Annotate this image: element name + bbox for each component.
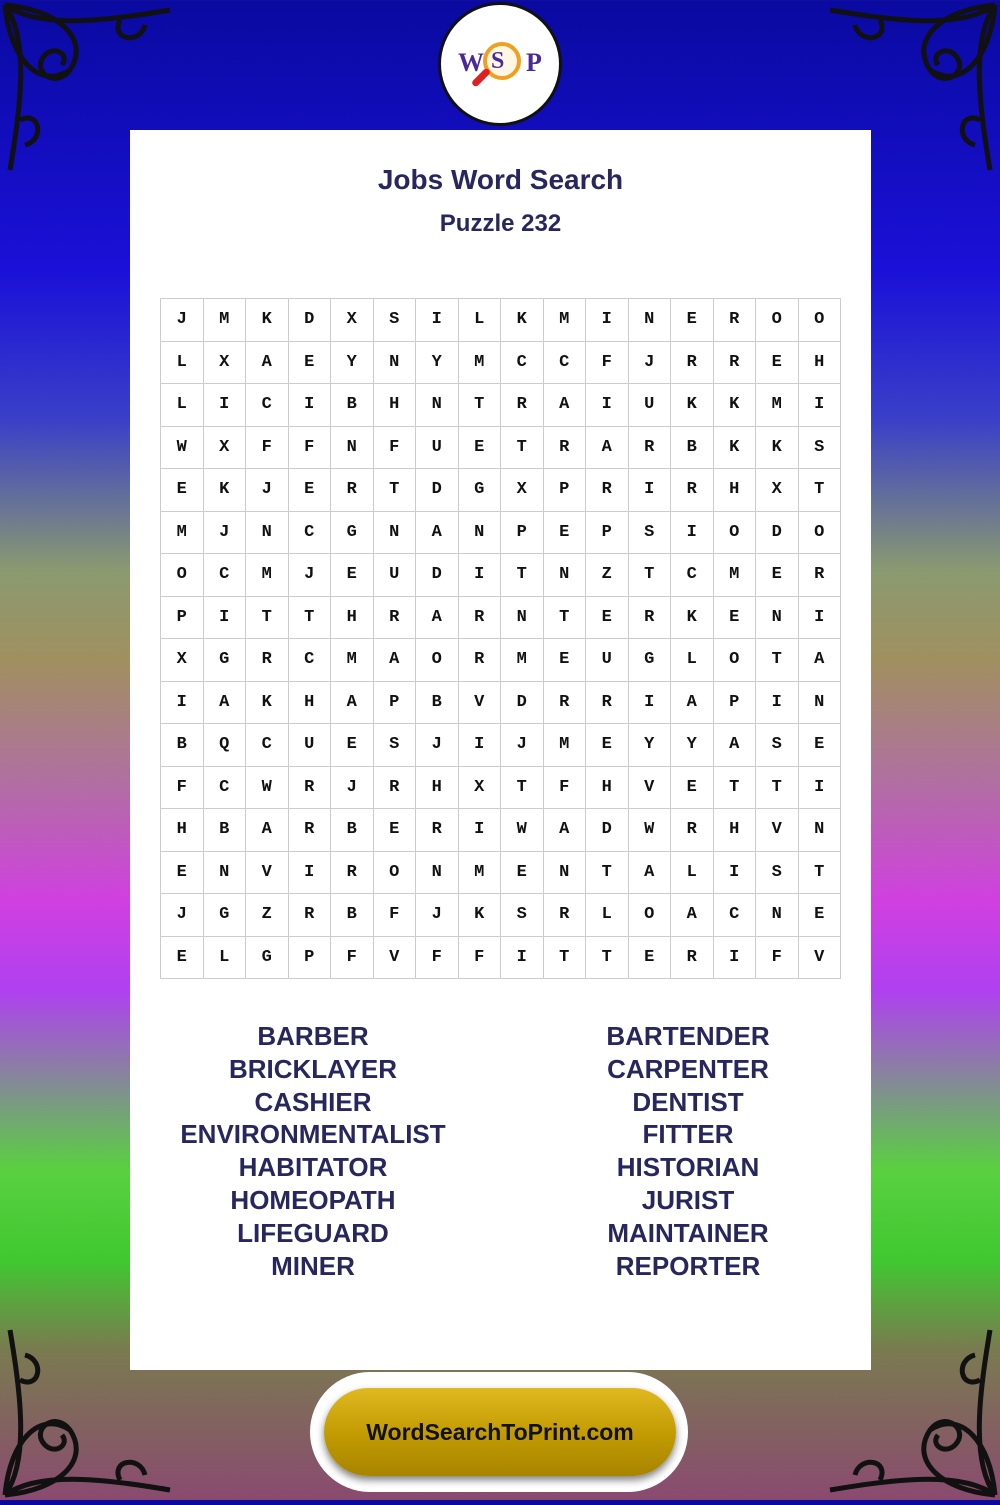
grid-cell[interactable]: Y bbox=[331, 342, 374, 385]
grid-cell[interactable]: J bbox=[629, 342, 672, 385]
grid-cell[interactable]: F bbox=[331, 937, 374, 980]
grid-cell[interactable]: R bbox=[586, 682, 629, 725]
grid-cell[interactable]: A bbox=[799, 639, 842, 682]
grid-cell[interactable]: M bbox=[459, 342, 502, 385]
grid-cell[interactable]: V bbox=[756, 809, 799, 852]
grid-cell[interactable]: X bbox=[204, 342, 247, 385]
grid-cell[interactable]: R bbox=[671, 937, 714, 980]
grid-cell[interactable]: P bbox=[374, 682, 417, 725]
grid-cell[interactable]: K bbox=[204, 469, 247, 512]
grid-cell[interactable]: D bbox=[756, 512, 799, 555]
grid-cell[interactable]: S bbox=[629, 512, 672, 555]
grid-cell[interactable]: H bbox=[331, 597, 374, 640]
grid-cell[interactable]: B bbox=[331, 384, 374, 427]
grid-cell[interactable]: A bbox=[586, 427, 629, 470]
word-list-item: MINER bbox=[271, 1250, 355, 1281]
grid-cell[interactable]: T bbox=[501, 554, 544, 597]
word-list-right bbox=[518, 1020, 858, 1282]
puzzle-number: Puzzle 232 bbox=[439, 210, 562, 237]
grid-cell[interactable]: N bbox=[756, 894, 799, 937]
grid-cell[interactable]: Y bbox=[629, 724, 672, 767]
grid-cell[interactable]: R bbox=[544, 894, 587, 937]
grid-cell[interactable]: E bbox=[161, 937, 204, 980]
word-list-item: BRICKLAYER bbox=[228, 1053, 398, 1084]
grid-cell[interactable]: E bbox=[459, 427, 502, 470]
grid-cell[interactable]: J bbox=[246, 469, 289, 512]
grid-cell[interactable]: H bbox=[714, 469, 757, 512]
site-logo[interactable] bbox=[438, 2, 562, 126]
grid-cell[interactable]: T bbox=[501, 427, 544, 470]
grid-cell[interactable]: S bbox=[756, 852, 799, 895]
grid-cell[interactable]: X bbox=[756, 469, 799, 512]
grid-cell[interactable]: P bbox=[289, 937, 332, 980]
grid-cell[interactable]: X bbox=[331, 299, 374, 342]
grid-cell[interactable]: M bbox=[501, 639, 544, 682]
grid-cell[interactable]: X bbox=[459, 767, 502, 810]
grid-cell[interactable]: S bbox=[501, 894, 544, 937]
grid-cell[interactable]: J bbox=[416, 894, 459, 937]
grid-cell[interactable]: U bbox=[416, 427, 459, 470]
grid-cell[interactable]: T bbox=[586, 937, 629, 980]
grid-cell[interactable]: V bbox=[374, 937, 417, 980]
grid-cell[interactable]: J bbox=[331, 767, 374, 810]
logo-letter-w: W bbox=[458, 48, 484, 77]
grid-cell[interactable]: D bbox=[586, 809, 629, 852]
grid-cell[interactable]: R bbox=[714, 299, 757, 342]
grid-cell[interactable]: A bbox=[544, 384, 587, 427]
grid-cell[interactable]: T bbox=[501, 767, 544, 810]
grid-cell[interactable]: V bbox=[246, 852, 289, 895]
grid-cell[interactable]: I bbox=[586, 299, 629, 342]
grid-cell[interactable]: E bbox=[161, 852, 204, 895]
grid-cell[interactable]: N bbox=[374, 512, 417, 555]
word-list-item: HOMEOPATH bbox=[230, 1184, 396, 1215]
grid-cell[interactable]: P bbox=[544, 469, 587, 512]
grid-cell[interactable]: J bbox=[289, 554, 332, 597]
word-list-item: REPORTER bbox=[615, 1250, 761, 1281]
grid-cell[interactable]: J bbox=[501, 724, 544, 767]
site-link-button[interactable] bbox=[324, 1388, 676, 1476]
grid-cell[interactable]: N bbox=[799, 682, 842, 725]
grid-cell[interactable]: N bbox=[374, 342, 417, 385]
grid-cell[interactable]: R bbox=[289, 894, 332, 937]
grid-cell[interactable]: H bbox=[289, 682, 332, 725]
grid-cell[interactable]: E bbox=[289, 469, 332, 512]
grid-cell[interactable]: A bbox=[416, 512, 459, 555]
grid-cell[interactable]: O bbox=[629, 894, 672, 937]
grid-cell[interactable]: M bbox=[459, 852, 502, 895]
grid-cell[interactable]: O bbox=[416, 639, 459, 682]
grid-cell[interactable]: Z bbox=[246, 894, 289, 937]
grid-cell[interactable]: K bbox=[714, 384, 757, 427]
puzzle-card bbox=[130, 130, 871, 1370]
grid-cell[interactable]: O bbox=[799, 299, 842, 342]
grid-cell[interactable]: T bbox=[374, 469, 417, 512]
grid-cell[interactable]: R bbox=[289, 809, 332, 852]
grid-cell[interactable]: F bbox=[544, 767, 587, 810]
grid-cell[interactable]: J bbox=[416, 724, 459, 767]
word-list-item: FITTER bbox=[642, 1119, 734, 1150]
grid-cell[interactable]: T bbox=[714, 767, 757, 810]
grid-cell[interactable]: W bbox=[629, 809, 672, 852]
grid-cell[interactable]: N bbox=[204, 852, 247, 895]
grid-cell[interactable]: E bbox=[756, 554, 799, 597]
grid-cell[interactable]: A bbox=[629, 852, 672, 895]
grid-cell[interactable]: I bbox=[799, 767, 842, 810]
grid-cell[interactable]: I bbox=[629, 682, 672, 725]
grid-cell[interactable]: N bbox=[416, 852, 459, 895]
grid-cell[interactable]: M bbox=[544, 299, 587, 342]
grid-cell[interactable]: R bbox=[586, 469, 629, 512]
grid-cell[interactable]: T bbox=[586, 852, 629, 895]
grid-cell[interactable]: R bbox=[459, 597, 502, 640]
grid-cell[interactable]: R bbox=[246, 639, 289, 682]
grid-cell[interactable]: F bbox=[161, 767, 204, 810]
grid-cell[interactable]: N bbox=[544, 554, 587, 597]
grid-cell[interactable]: H bbox=[416, 767, 459, 810]
grid-cell[interactable]: A bbox=[331, 682, 374, 725]
grid-cell[interactable]: X bbox=[501, 469, 544, 512]
grid-cell[interactable]: W bbox=[161, 427, 204, 470]
grid-cell[interactable]: P bbox=[714, 682, 757, 725]
grid-cell[interactable]: A bbox=[714, 724, 757, 767]
grid-cell[interactable]: N bbox=[331, 427, 374, 470]
grid-cell[interactable]: E bbox=[374, 809, 417, 852]
grid-cell[interactable]: T bbox=[799, 852, 842, 895]
grid-cell[interactable]: N bbox=[799, 809, 842, 852]
grid-cell[interactable]: N bbox=[544, 852, 587, 895]
grid-cell[interactable]: A bbox=[416, 597, 459, 640]
grid-cell[interactable]: R bbox=[374, 597, 417, 640]
grid-cell[interactable]: O bbox=[756, 299, 799, 342]
grid-cell[interactable]: F bbox=[756, 937, 799, 980]
grid-cell[interactable]: V bbox=[799, 937, 842, 980]
grid-cell[interactable]: K bbox=[246, 299, 289, 342]
grid-cell[interactable]: I bbox=[289, 384, 332, 427]
grid-cell[interactable]: B bbox=[416, 682, 459, 725]
grid-cell[interactable]: M bbox=[331, 639, 374, 682]
grid-cell[interactable]: R bbox=[629, 597, 672, 640]
grid-cell[interactable]: L bbox=[459, 299, 502, 342]
grid-cell[interactable]: K bbox=[459, 894, 502, 937]
grid-cell[interactable]: M bbox=[756, 384, 799, 427]
grid-cell[interactable]: I bbox=[204, 597, 247, 640]
word-list-item: ENVIRONMENTALIST bbox=[180, 1119, 446, 1150]
grid-cell[interactable]: U bbox=[629, 384, 672, 427]
grid-cell[interactable]: D bbox=[289, 299, 332, 342]
grid-cell[interactable]: E bbox=[331, 554, 374, 597]
grid-cell[interactable]: F bbox=[416, 937, 459, 980]
grid-cell[interactable]: L bbox=[671, 852, 714, 895]
grid-cell[interactable]: T bbox=[459, 384, 502, 427]
grid-cell[interactable]: D bbox=[416, 554, 459, 597]
grid-cell[interactable]: E bbox=[161, 469, 204, 512]
grid-cell[interactable]: C bbox=[544, 342, 587, 385]
grid-cell[interactable]: V bbox=[629, 767, 672, 810]
grid-cell[interactable]: R bbox=[799, 554, 842, 597]
grid-cell[interactable]: G bbox=[459, 469, 502, 512]
grid-cell[interactable]: O bbox=[161, 554, 204, 597]
site-link-label: WordSearchToPrint.com bbox=[366, 1418, 634, 1445]
word-list-left bbox=[143, 1020, 483, 1282]
grid-cell[interactable]: J bbox=[161, 894, 204, 937]
grid-cell[interactable]: B bbox=[161, 724, 204, 767]
grid-cell[interactable]: E bbox=[544, 512, 587, 555]
grid-cell[interactable]: I bbox=[204, 384, 247, 427]
word-list-item: MAINTAINER bbox=[607, 1217, 769, 1248]
grid-cell[interactable]: S bbox=[374, 299, 417, 342]
grid-cell[interactable]: I bbox=[799, 384, 842, 427]
grid-cell[interactable]: T bbox=[799, 469, 842, 512]
grid-cell[interactable]: C bbox=[246, 724, 289, 767]
grid-cell[interactable]: N bbox=[246, 512, 289, 555]
grid-cell[interactable]: C bbox=[714, 894, 757, 937]
grid-cell[interactable]: B bbox=[671, 427, 714, 470]
grid-cell[interactable]: I bbox=[416, 299, 459, 342]
word-list-item: LIFEGUARD bbox=[237, 1217, 389, 1248]
grid-cell[interactable]: I bbox=[161, 682, 204, 725]
grid-cell[interactable]: S bbox=[756, 724, 799, 767]
grid-cell[interactable]: P bbox=[586, 512, 629, 555]
grid-cell[interactable]: R bbox=[501, 384, 544, 427]
grid-cell[interactable]: I bbox=[586, 384, 629, 427]
grid-cell[interactable]: U bbox=[374, 554, 417, 597]
grid-cell[interactable]: M bbox=[204, 299, 247, 342]
grid-cell[interactable]: N bbox=[501, 597, 544, 640]
grid-cell[interactable]: C bbox=[289, 512, 332, 555]
grid-cell[interactable]: H bbox=[374, 384, 417, 427]
grid-cell[interactable]: V bbox=[459, 682, 502, 725]
logo-letter-s: S bbox=[491, 48, 505, 74]
grid-cell[interactable]: E bbox=[799, 894, 842, 937]
grid-cell[interactable]: G bbox=[204, 639, 247, 682]
grid-cell[interactable]: A bbox=[671, 894, 714, 937]
grid-cell[interactable]: K bbox=[714, 427, 757, 470]
word-list-item: DENTIST bbox=[632, 1086, 744, 1117]
grid-cell[interactable]: N bbox=[629, 299, 672, 342]
grid-cell[interactable]: D bbox=[416, 469, 459, 512]
grid-cell[interactable]: R bbox=[416, 809, 459, 852]
grid-cell[interactable]: K bbox=[501, 299, 544, 342]
grid-cell[interactable]: E bbox=[586, 597, 629, 640]
grid-cell[interactable]: R bbox=[671, 469, 714, 512]
grid-cell[interactable]: S bbox=[799, 427, 842, 470]
grid-cell[interactable]: U bbox=[289, 724, 332, 767]
grid-cell[interactable]: C bbox=[289, 639, 332, 682]
grid-cell[interactable]: G bbox=[629, 639, 672, 682]
grid-cell[interactable]: B bbox=[204, 809, 247, 852]
grid-cell[interactable]: B bbox=[331, 894, 374, 937]
grid-cell[interactable]: L bbox=[161, 342, 204, 385]
grid-cell[interactable]: I bbox=[501, 937, 544, 980]
grid-cell[interactable]: W bbox=[246, 767, 289, 810]
grid-cell[interactable]: W bbox=[501, 809, 544, 852]
puzzle-title: Jobs Word Search bbox=[377, 164, 624, 195]
grid-cell[interactable]: T bbox=[756, 639, 799, 682]
logo-letter-p: P bbox=[526, 48, 542, 77]
grid-cell[interactable]: D bbox=[501, 682, 544, 725]
grid-cell[interactable]: Q bbox=[204, 724, 247, 767]
grid-cell[interactable]: C bbox=[501, 342, 544, 385]
grid-cell[interactable]: I bbox=[714, 852, 757, 895]
grid-cell[interactable]: A bbox=[204, 682, 247, 725]
grid-cell[interactable]: F bbox=[246, 427, 289, 470]
grid-cell[interactable]: E bbox=[671, 299, 714, 342]
grid-cell[interactable]: E bbox=[289, 342, 332, 385]
grid-cell[interactable]: H bbox=[714, 809, 757, 852]
grid-cell[interactable]: N bbox=[459, 512, 502, 555]
grid-cell[interactable]: I bbox=[671, 512, 714, 555]
grid-cell[interactable]: L bbox=[161, 384, 204, 427]
grid-cell[interactable]: M bbox=[714, 554, 757, 597]
grid-cell[interactable]: J bbox=[161, 299, 204, 342]
letter-grid bbox=[160, 298, 841, 979]
grid-cell[interactable]: A bbox=[671, 682, 714, 725]
grid-cell[interactable]: C bbox=[204, 767, 247, 810]
grid-cell[interactable]: G bbox=[331, 512, 374, 555]
grid-cell[interactable]: H bbox=[586, 767, 629, 810]
grid-cell[interactable]: T bbox=[246, 597, 289, 640]
grid-cell[interactable]: O bbox=[714, 512, 757, 555]
grid-cell[interactable]: R bbox=[544, 682, 587, 725]
grid-cell[interactable]: I bbox=[459, 724, 502, 767]
word-list-item: HISTORIAN bbox=[616, 1152, 760, 1183]
grid-cell[interactable]: F bbox=[459, 937, 502, 980]
grid-cell[interactable]: E bbox=[714, 597, 757, 640]
word-list-item: CARPENTER bbox=[607, 1053, 769, 1084]
word-list-item: BARBER bbox=[257, 1021, 369, 1051]
grid-cell[interactable]: E bbox=[586, 724, 629, 767]
grid-cell[interactable]: H bbox=[161, 809, 204, 852]
grid-cell[interactable]: I bbox=[756, 682, 799, 725]
grid-cell[interactable]: R bbox=[289, 767, 332, 810]
grid-cell[interactable]: C bbox=[204, 554, 247, 597]
grid-cell[interactable]: R bbox=[459, 639, 502, 682]
grid-cell[interactable]: R bbox=[331, 852, 374, 895]
word-list-item: CASHIER bbox=[254, 1086, 372, 1117]
grid-cell[interactable]: R bbox=[714, 342, 757, 385]
grid-cell[interactable]: F bbox=[586, 342, 629, 385]
grid-cell[interactable]: L bbox=[586, 894, 629, 937]
grid-cell[interactable]: H bbox=[799, 342, 842, 385]
grid-cell[interactable]: O bbox=[799, 512, 842, 555]
grid-cell[interactable]: N bbox=[756, 597, 799, 640]
grid-cell[interactable]: K bbox=[246, 682, 289, 725]
grid-cell[interactable]: J bbox=[204, 512, 247, 555]
grid-cell[interactable]: E bbox=[331, 724, 374, 767]
grid-cell[interactable]: I bbox=[289, 852, 332, 895]
grid-cell[interactable]: M bbox=[161, 512, 204, 555]
grid-cell[interactable]: T bbox=[544, 937, 587, 980]
grid-cell[interactable]: A bbox=[374, 639, 417, 682]
grid-cell[interactable]: A bbox=[246, 342, 289, 385]
word-list-item: HABITATOR bbox=[238, 1152, 388, 1183]
grid-cell[interactable]: O bbox=[374, 852, 417, 895]
grid-cell[interactable]: R bbox=[629, 427, 672, 470]
grid-cell[interactable]: O bbox=[714, 639, 757, 682]
grid-cell[interactable]: A bbox=[544, 809, 587, 852]
grid-cell[interactable]: I bbox=[459, 554, 502, 597]
grid-cell[interactable]: S bbox=[374, 724, 417, 767]
grid-cell[interactable]: M bbox=[246, 554, 289, 597]
grid-cell[interactable]: I bbox=[714, 937, 757, 980]
word-list-item: JURIST bbox=[641, 1184, 735, 1215]
grid-cell[interactable]: B bbox=[331, 809, 374, 852]
grid-cell[interactable]: I bbox=[799, 597, 842, 640]
grid-cell[interactable]: R bbox=[671, 809, 714, 852]
grid-cell[interactable]: P bbox=[501, 512, 544, 555]
grid-cell[interactable]: K bbox=[671, 384, 714, 427]
grid-cell[interactable]: E bbox=[671, 767, 714, 810]
grid-cell[interactable]: C bbox=[671, 554, 714, 597]
grid-cell[interactable]: X bbox=[204, 427, 247, 470]
grid-cell[interactable]: U bbox=[586, 639, 629, 682]
grid-cell[interactable]: K bbox=[671, 597, 714, 640]
grid-cell[interactable]: R bbox=[671, 342, 714, 385]
grid-cell[interactable]: L bbox=[204, 937, 247, 980]
grid-cell[interactable]: L bbox=[671, 639, 714, 682]
grid-cell[interactable]: P bbox=[161, 597, 204, 640]
grid-cell[interactable]: G bbox=[246, 937, 289, 980]
grid-cell[interactable]: F bbox=[289, 427, 332, 470]
grid-cell[interactable]: N bbox=[416, 384, 459, 427]
grid-cell[interactable]: E bbox=[799, 724, 842, 767]
grid-cell[interactable]: E bbox=[629, 937, 672, 980]
grid-cell[interactable]: E bbox=[756, 342, 799, 385]
grid-cell[interactable]: Y bbox=[671, 724, 714, 767]
grid-cell[interactable]: Y bbox=[416, 342, 459, 385]
grid-cell[interactable]: R bbox=[544, 427, 587, 470]
grid-cell[interactable]: T bbox=[544, 597, 587, 640]
grid-cell[interactable]: T bbox=[629, 554, 672, 597]
grid-cell[interactable]: R bbox=[331, 469, 374, 512]
grid-cell[interactable]: E bbox=[501, 852, 544, 895]
grid-cell[interactable]: M bbox=[544, 724, 587, 767]
grid-cell[interactable]: E bbox=[544, 639, 587, 682]
grid-cell[interactable]: A bbox=[246, 809, 289, 852]
grid-cell[interactable]: F bbox=[374, 427, 417, 470]
grid-cell[interactable]: X bbox=[161, 639, 204, 682]
grid-cell[interactable]: G bbox=[204, 894, 247, 937]
grid-cell[interactable]: I bbox=[629, 469, 672, 512]
grid-cell[interactable]: R bbox=[374, 767, 417, 810]
word-list-item: BARTENDER bbox=[606, 1021, 770, 1051]
grid-cell[interactable]: T bbox=[756, 767, 799, 810]
grid-cell[interactable]: K bbox=[756, 427, 799, 470]
grid-cell[interactable]: Z bbox=[586, 554, 629, 597]
grid-cell[interactable]: T bbox=[289, 597, 332, 640]
grid-cell[interactable]: C bbox=[246, 384, 289, 427]
grid-cell[interactable]: F bbox=[374, 894, 417, 937]
grid-cell[interactable]: I bbox=[459, 809, 502, 852]
